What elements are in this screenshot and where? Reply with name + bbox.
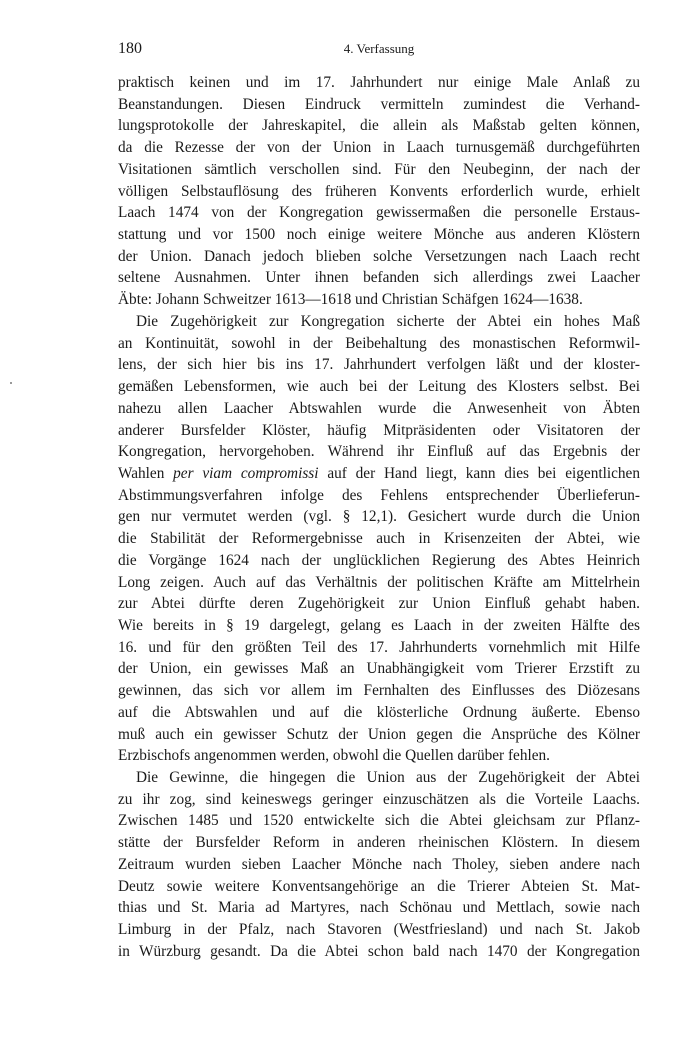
text-line xyxy=(118,485,640,507)
text-line xyxy=(118,289,640,311)
line-text: anderer Bursfelder Klöster, häufig Mitpräsidenten oder Visitatoren der xyxy=(118,421,640,439)
text-line xyxy=(118,810,640,832)
text-line xyxy=(118,528,640,550)
text-line xyxy=(118,463,640,485)
body-text xyxy=(118,72,640,962)
text-line xyxy=(118,680,640,702)
line-text: nahezu allen Laacher Abtswahlen wurde die Anwesenheit von Äbten xyxy=(118,399,640,417)
line-text: Deutz sowie weitere Konventsangehörige an die Trierer Abteien St. Mat- xyxy=(118,877,640,895)
text-line xyxy=(118,159,640,181)
text-line xyxy=(118,854,640,876)
text-line xyxy=(118,420,640,442)
italic-phrase: per viam compromissi xyxy=(173,464,319,482)
line-text: lungsprotokolle der Jahreskapitel, die allein als Maßstab gelten können, xyxy=(118,117,640,135)
text-line xyxy=(118,658,640,680)
text-line xyxy=(118,745,640,767)
line-text: Zeitraum wurden sieben Laacher Mönche nach Tholey, sieben andere nach xyxy=(118,855,640,873)
text-line xyxy=(118,376,640,398)
text-line xyxy=(118,354,640,376)
line-text: lens, der sich hier bis ins 17. Jahrhundert verfolgen läßt und der kloster- xyxy=(118,356,640,374)
line-text: stattung und vor 1500 noch einige weitere Mönche aus anderen Klöstern xyxy=(118,226,640,244)
text-line xyxy=(118,94,640,116)
line-text: stätte der Bursfelder Reform in anderen rheinischen Klöstern. In diesem xyxy=(118,834,640,852)
text-line xyxy=(118,311,640,333)
text-line xyxy=(118,441,640,463)
line-text: Wahlen xyxy=(118,464,174,482)
line-text: Die Zugehörigkeit zur Kongregation sicherte der Abtei ein hohes Maß xyxy=(136,312,640,330)
text-line xyxy=(118,398,640,420)
text-line xyxy=(118,572,640,594)
line-text: die Vorgänge 1624 nach der unglücklichen Regierung des Abtes Heinrich xyxy=(118,551,640,569)
text-line xyxy=(118,202,640,224)
line-text: auf die Abtswahlen und auf die klösterliche Ordnung äußerte. Ebenso xyxy=(118,703,640,721)
line-text: Zwischen 1485 und 1520 entwickelte sich die Abtei gleichsam zur Pflanz- xyxy=(118,812,640,830)
text-line xyxy=(118,550,640,572)
line-text: an Kontinuität, sowohl in der Beibehaltung des monastischen Reformwil- xyxy=(118,334,640,352)
line-text: Beanstandungen. Diesen Eindruck vermitteln zumindest die Verhand- xyxy=(118,95,640,113)
line-text: die Stabilität der Reformergebnisse auch in Krisenzeiten der Abtei, wie xyxy=(118,530,640,548)
text-line xyxy=(118,789,640,811)
text-line xyxy=(118,919,640,941)
text-line xyxy=(118,267,640,289)
running-head: 4. Verfassung xyxy=(343,41,415,56)
margin-mark xyxy=(10,382,12,384)
line-text: Äbte: Johann Schweitzer 1613—1618 und Christian Schäfgen 1624—1638. xyxy=(118,291,583,309)
text-line xyxy=(118,333,640,355)
text-line xyxy=(118,593,640,615)
text-line xyxy=(118,137,640,159)
line-text: zur Abtei dürfte deren Zugehörigkeit zur Union Einfluß gehabt haben. xyxy=(118,595,640,613)
line-text: der Union. Danach jedoch blieben solche Versetzungen nach Laach recht xyxy=(118,247,640,265)
line-text: praktisch keinen und im 17. Jahrhundert nur einige Male Anlaß zu xyxy=(118,74,640,91)
text-line xyxy=(118,767,640,789)
line-text: völligen Selbstauflösung des früheren Konvents erforderlich wurde, erhielt xyxy=(118,182,640,200)
line-text: gemäßen Lebensformen, wie auch bei der Leitung des Klosters selbst. Bei xyxy=(118,378,640,396)
line-text: 16. und für den größten Teil des 17. Jahrhunderts vornehmlich mit Hilfe xyxy=(118,638,640,656)
text-line xyxy=(118,724,640,746)
text-line xyxy=(118,897,640,919)
line-text: thias und St. Maria ad Martyres, nach Schönau und Mettlach, sowie nach xyxy=(118,899,640,917)
line-text: Erzbischofs angenommen werden, obwohl die Quellen darüber fehlen. xyxy=(118,747,550,765)
line-text: Limburg in der Pfalz, nach Stavoren (Westfriesland) und nach St. Jakob xyxy=(118,921,640,939)
page-header xyxy=(118,40,640,64)
line-text: Wie bereits in § 19 dargelegt, gelang es Laach in der zweiten Hälfte des xyxy=(118,616,640,634)
line-text: seltene Ausnahmen. Unter ihnen befanden sich allerdings zwei Laacher xyxy=(118,269,640,287)
text-line xyxy=(118,72,640,94)
text-line xyxy=(118,506,640,528)
line-text: gen nur vermutet werden (vgl. § 12,1). Gesichert wurde durch die Union xyxy=(118,508,640,526)
text-line xyxy=(118,115,640,137)
line-text: muß auch ein gewisser Schutz der Union gegen die Ansprüche des Kölner xyxy=(118,725,640,743)
line-text: gewinnen, das sich vor allem im Fernhalten des Einflusses des Diözesans xyxy=(118,682,640,700)
text-line xyxy=(118,246,640,268)
line-text: Abstimmungsverfahren infolge des Fehlens entsprechender Überlieferun- xyxy=(118,486,640,504)
line-text: zu ihr zog, sind keineswegs geringer einzuschätzen als die Vorteile Laachs. xyxy=(118,790,640,808)
line-text: Kongregation, hervorgehoben. Während ihr Einfluß auf das Ergebnis der xyxy=(118,443,640,461)
line-text: Laach 1474 von der Kongregation gewissermaßen die personelle Erstaus- xyxy=(118,204,640,222)
text-line xyxy=(118,702,640,724)
line-text: da die Rezesse der von der Union in Laach turnusgemäß durchgeführten xyxy=(118,139,640,157)
line-text: der Union, ein gewisses Maß an Unabhängigkeit vom Trierer Erzstift zu xyxy=(118,660,640,678)
text-line xyxy=(118,637,640,659)
line-text: auf der Hand liegt, kann dies bei eigentlichen xyxy=(318,464,640,482)
text-line xyxy=(118,941,640,963)
text-line xyxy=(118,181,640,203)
text-line xyxy=(118,224,640,246)
line-text: in Würzburg gesandt. Da die Abtei schon bald nach 1470 der Kongregation xyxy=(118,942,640,960)
line-text: Visitationen sämtlich verschollen sind. Für den Neubeginn, der nach der xyxy=(118,160,640,178)
page-number: 180 xyxy=(118,40,142,57)
line-text: Die Gewinne, die hingegen die Union aus der Zugehörigkeit der Abtei xyxy=(136,769,640,786)
text-line xyxy=(118,832,640,854)
line-text: Long zeigen. Auch auf das Verhältnis der politischen Kräfte am Mittelrhein xyxy=(118,573,640,591)
text-line xyxy=(118,615,640,637)
text-line xyxy=(118,876,640,898)
